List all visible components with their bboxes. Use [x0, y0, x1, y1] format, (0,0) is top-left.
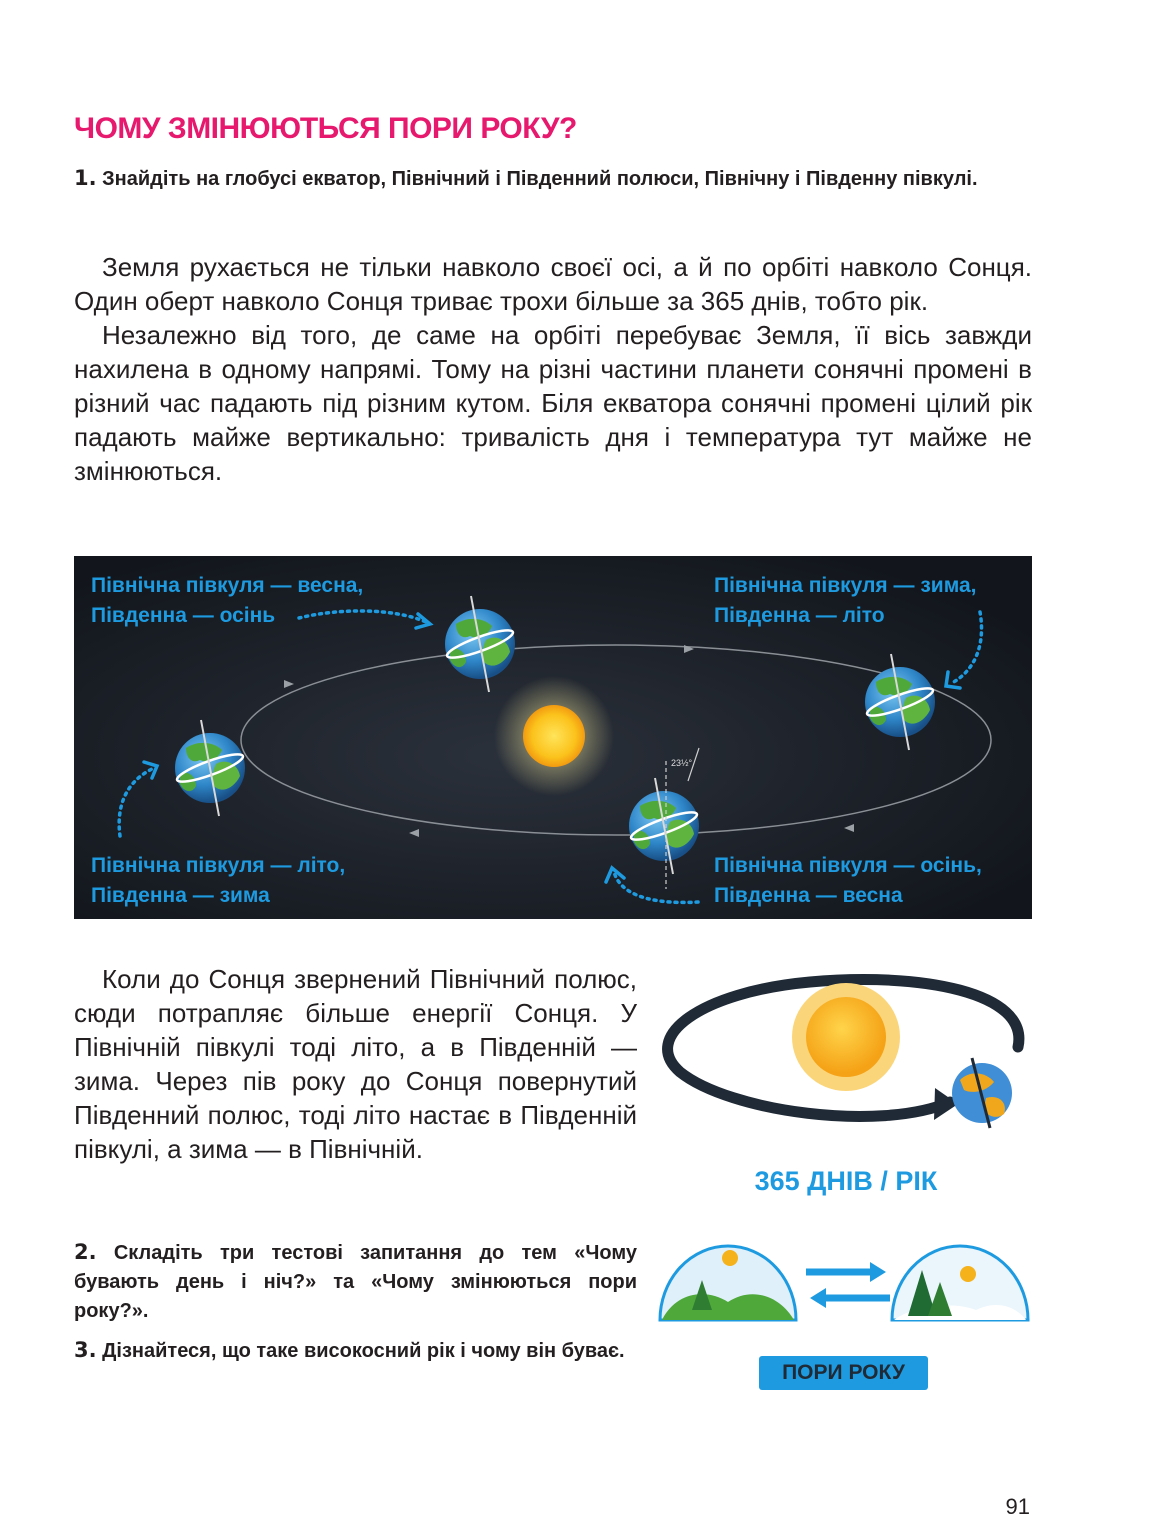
earth-globe-icon: [952, 1058, 1012, 1128]
main-text: [74, 250, 1032, 488]
summer-dome-icon: [660, 1246, 796, 1320]
label-autumn-line2: Південна — весна: [714, 884, 903, 907]
label-autumn-line1: Північна півкуля — осінь,: [714, 854, 982, 877]
task-3-text: Дізнайтеся, що таке високосний рік і чому він буває.: [102, 1340, 625, 1362]
season-explanation: [74, 962, 637, 1166]
seasons-illustration: [656, 1240, 1032, 1326]
winter-dome-icon: [892, 1246, 1028, 1320]
task-3: [74, 1336, 637, 1366]
paragraph-2: Незалежно від того, де саме на орбіті перебуває Земля, її вісь завжди нахилена в одному напрямі. Тому на різні частини планети сонячні промені в різний час падають під різним кутом. Біля екватора сонячні промені цілий рік падають майже вертикально: тривалість дня і температура тут майже не змінюються.: [74, 320, 1032, 486]
arrow-right-head-icon: [870, 1262, 886, 1282]
year-label: 365 ДНІВ / РІК: [754, 1166, 938, 1196]
task-3-number: 3.: [74, 1338, 97, 1362]
page-title: ЧОМУ ЗМІНЮЮТЬСЯ ПОРИ РОКУ?: [74, 112, 577, 145]
task-2-text: Складіть три тестові запитання до тем «Чому бувають день і ніч?» та «Чому змінюються пори року?».: [74, 1242, 637, 1322]
seasons-badge: ПОРИ РОКУ: [759, 1356, 928, 1390]
sun-icon: [792, 983, 900, 1091]
label-summer-line1: Північна півкуля — літо,: [91, 854, 346, 877]
year-orbit-illustration: [660, 962, 1032, 1137]
earth-orbit-diagram: [74, 556, 1032, 919]
task-1: [74, 164, 1032, 194]
arrow-left-head-icon: [810, 1288, 826, 1308]
tilt-angle-label: 23½°: [671, 758, 693, 768]
paragraph-1: Земля рухається не тільки навколо своєї осі, а й по орбіті навколо Сонця. Один оберт навколо Сонця триває трохи більше за 365 днів, тобто рік.: [74, 252, 1032, 316]
task-2: [74, 1238, 637, 1326]
task-1-text: Знайдіть на глобусі екватор, Північний і Південний полюси, Північну і Південну півкулі.: [102, 168, 978, 190]
label-winter-line1: Північна півкуля — зима,: [714, 574, 977, 597]
page-number: 91: [1005, 1494, 1030, 1519]
label-summer-line2: Південна — зима: [91, 884, 270, 907]
task-1-number: 1.: [74, 166, 97, 190]
label-spring-line1: Північна півкуля — весна,: [91, 574, 364, 597]
sun-icon: [494, 676, 614, 796]
label-winter-line2: Південна — літо: [714, 604, 885, 627]
paragraph-3: Коли до Сонця звернений Північний полюс, сюди потрапляє більше енергії Сонця. У Північній півкулі тоді літо, а в Південній — зима. Через пів року до Сонця повернутий Південний полюс, тоді літо настає в Південній півкулі, а зима — в Північній.: [74, 964, 637, 1164]
task-2-number: 2.: [74, 1240, 97, 1264]
label-spring-line2: Південна — осінь: [91, 604, 276, 627]
